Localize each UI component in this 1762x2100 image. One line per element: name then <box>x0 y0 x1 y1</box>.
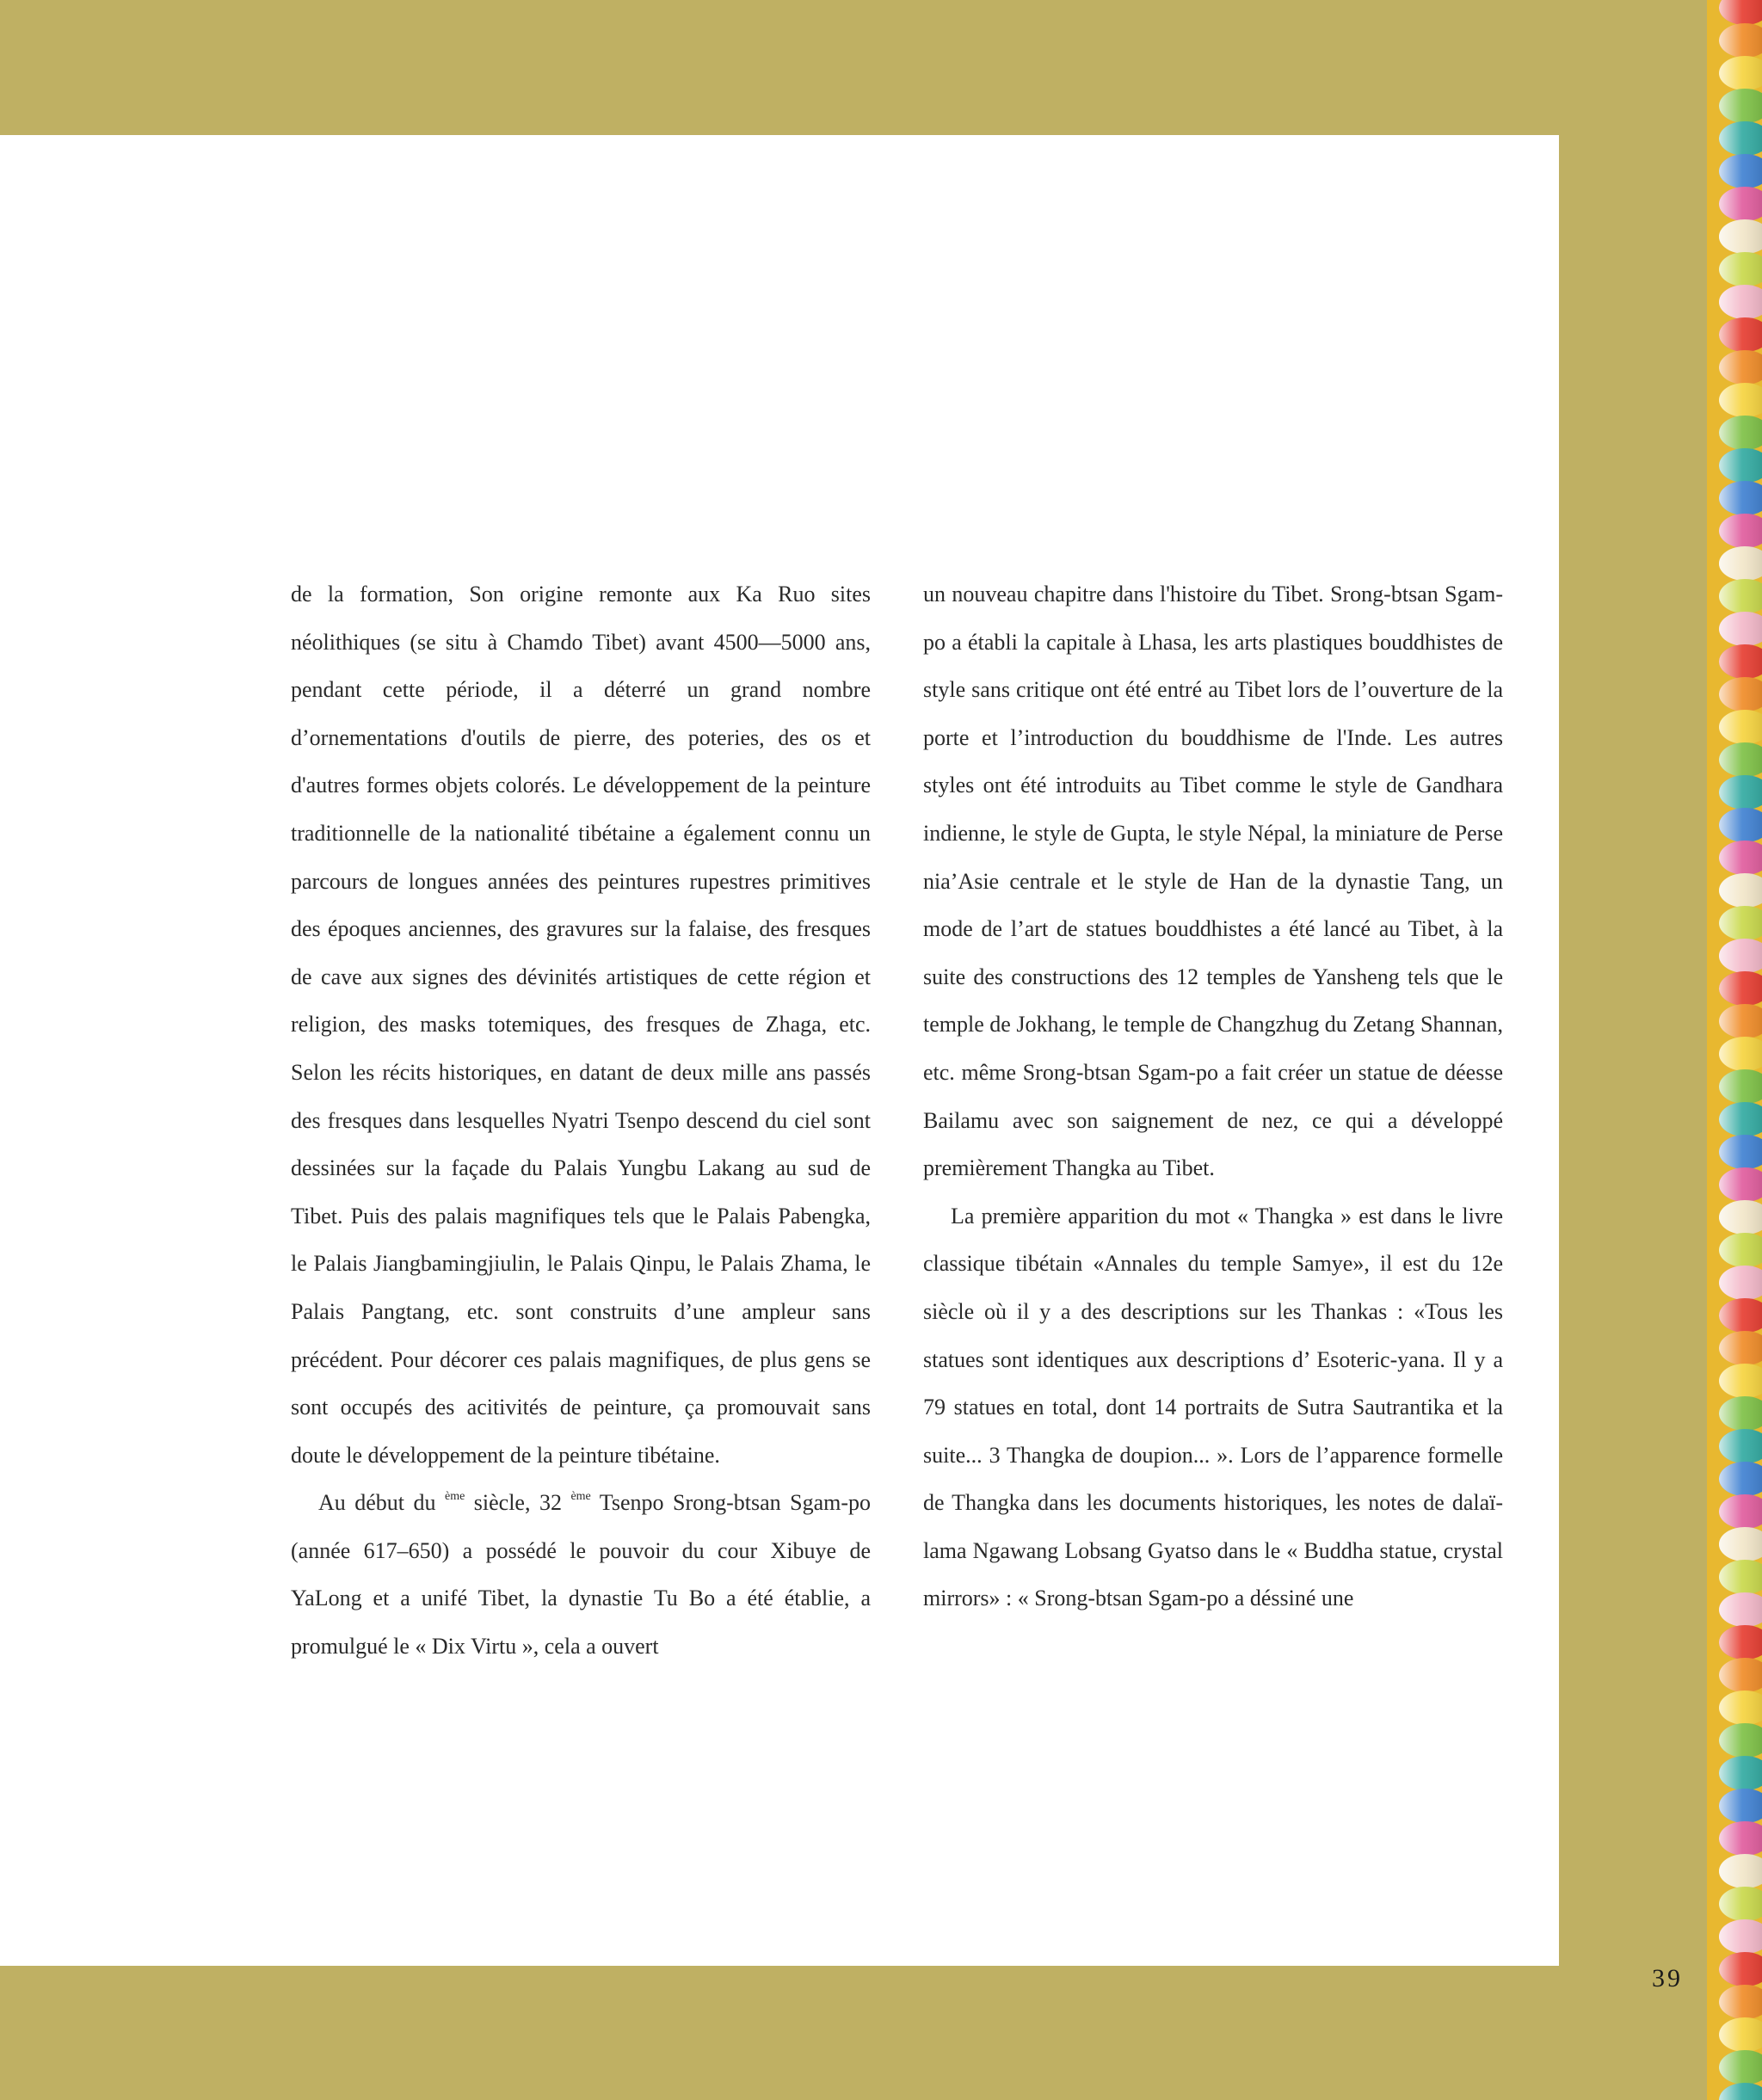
text-run: siècle, 32 <box>465 1490 571 1516</box>
bead-strip-graphic <box>1707 0 1762 2100</box>
paragraph: de la formation, Son origine remonte aux Ka Ruo sites néolithiques (se situ à Chamdo Tibet) avant 4500—5000 ans, pendant cette période, il a déterré un grand nombre d’ornementations d'outils de pierre, des poteries, des os et d'autres formes objets colorés. Le développement de la peinture traditionnelle de la nationalité tibétaine a également connu un parcours de longues années des peintures rupestres primitives des époques anciennes, des gravures sur la falaise, des fresques de cave aux signes des dévinités artistiques de cette région et religion, des masks totemiques, des fresques de Zhaga, etc. Selon les récits historiques, en datant de deux mille ans passés des fresques dans lesquelles Nyatri Tsenpo descend du ciel sont dessinées sur la façade du Palais Yungbu Lakang au sud de Tibet. Puis des palais magnifiques tels que le Palais Pabengka, le Palais Jiangbamingjiulin, le Palais Qinpu, le Palais Zhama, le Palais Pangtang, etc. sont construits d’une ampleur sans précédent. Pour décorer ces palais magnifiques, de plus gens se sont occupés des acitivités de peinture, ça promouvait sans doute le développement de la peinture tibétaine. <box>291 582 871 1468</box>
superscript: ème <box>570 1490 591 1504</box>
text-run: La première apparition du mot « Thangka » est dans le livre classique tibétain «Annales du temple Samye», il est du 12e siècle où il y a des descriptions sur les Thankas : «Tous les statues sont identiques aux descriptions d’ Esoteric-yana. Il y a 79 statues en total, dont 14 portraits de Sutra Sautrantika et la suite... 3 Thangka de doupion... ». Lors de l’apparence formelle de Thangka dans les documents historiques, les notes de dalaï-lama <box>923 1203 1503 1563</box>
bead-strip-decoration <box>1707 0 1762 2100</box>
text-run: Tsenpo Srong-btsan Sgam-po (année 617–650) a possédé le pouvoir du cour Xibuye de YaLong et a unifé Tibet, la dynastie Tu Bo a été établie, a promulgué le « Dix Virtu », cela a ouvert <box>291 1490 871 1660</box>
superscript: ème <box>444 1490 465 1504</box>
paragraph <box>923 1192 1503 1623</box>
text-run: Ngawang Lobsang Gyatso dans le « Buddha statue, crystal mirrors» : « Srong-btsan Sgam-po a déssiné une <box>923 1537 1503 1611</box>
paragraph <box>291 1479 871 1670</box>
text-run: Au début du <box>318 1490 445 1516</box>
page-number: 39 <box>1652 1964 1683 1992</box>
paragraph: un nouveau chapitre dans l'histoire du Tibet. Srong-btsan Sgam-po a établi la capitale à Lhasa, les arts plastiques bouddhistes de style sans critique ont été entré au Tibet lors de l’ouverture de la porte et l’introduction du bouddhisme de l'Inde. Les autres styles ont été introduits au Tibet comme le style de Gandhara indienne, le style de Gupta, le style Népal, la miniature de Perse nia’Asie centrale et le style de Han de la dynastie Tang, un mode de l’art de statues bouddhistes a été lancé au Tibet, à la suite des constructions des 12 temples de Yansheng tels que le temple de Jokhang, le temple de Changzhug du Zetang Shannan, etc. même Srong-btsan Sgam-po a fait créer un statue de déesse Bailamu avec son saignement de nez, ce qui a développé premièrement Thangka au Tibet. <box>923 582 1503 1181</box>
text-column-left <box>291 570 871 1671</box>
text-column-right <box>923 570 1503 1623</box>
